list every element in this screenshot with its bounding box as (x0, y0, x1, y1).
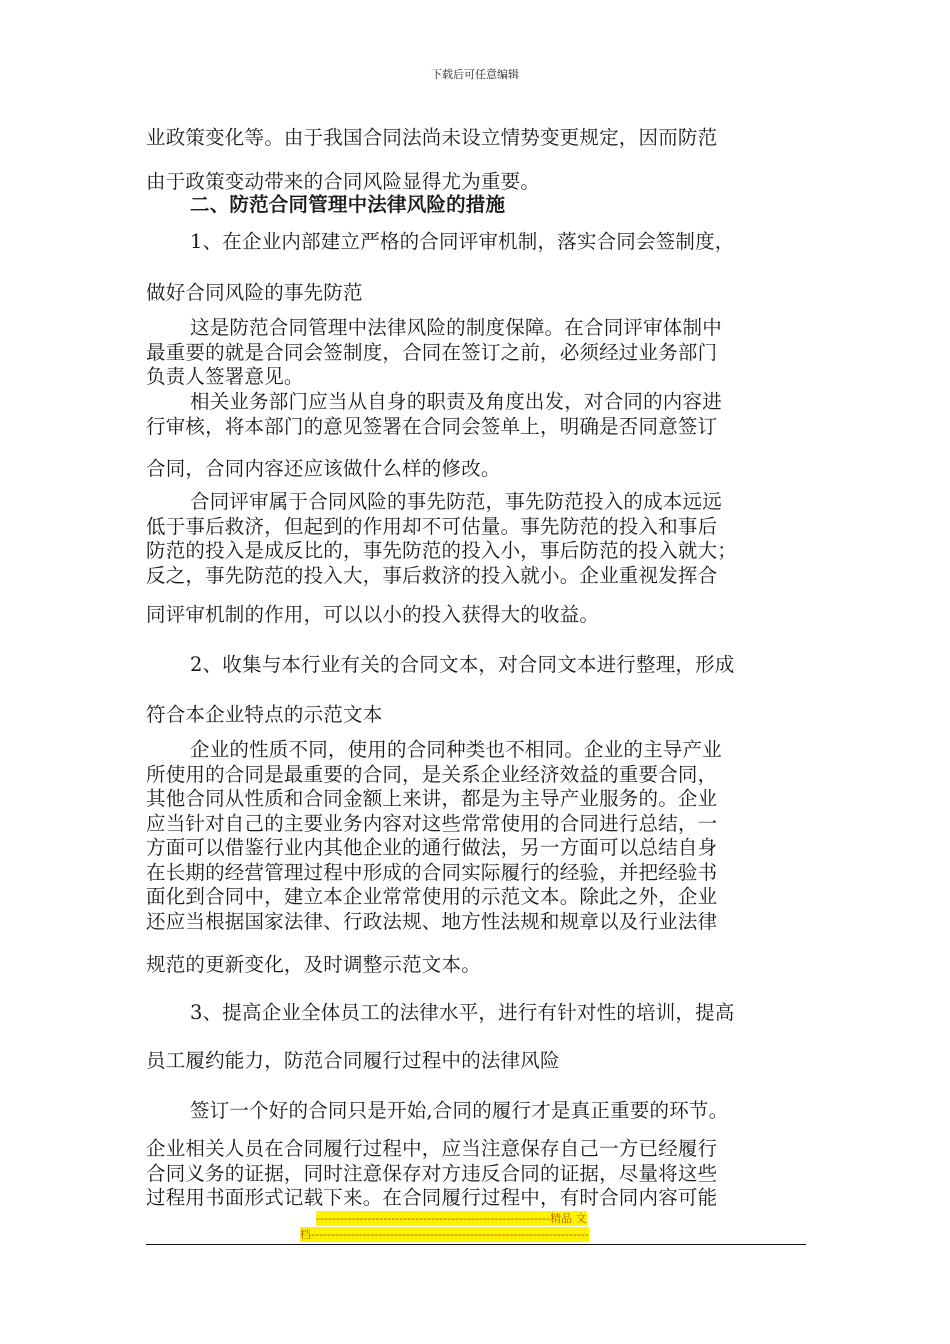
text-line: 行审核，将本部门的意见签署在合同会签单上，明确是否同意签订 (146, 414, 718, 438)
text-line: 面化到合同中，建立本企业常常使用的示范文本。除此之外，企业 (146, 885, 718, 908)
subheading-1-line1: 1、在企业内部建立严格的合同评审机制，落实合同会签制度， (190, 230, 735, 253)
paragraph-3-end: 合同，合同内容还应该做什么样的修改。 (146, 457, 501, 480)
paragraph-4-end: 同评审机制的作用，可以以小的投入获得大的收益。 (146, 603, 600, 626)
subheading-2-line1: 2、收集与本行业有关的合同文本，对合同文本进行整理，形成 (190, 653, 735, 676)
text-line: 最重要的就是合同会签制度，合同在签订之前，必须经过业务部门 (146, 340, 718, 364)
paragraph-3 (146, 390, 806, 439)
paragraph-4 (146, 490, 806, 588)
text-line: 反之，事先防范的投入大，事后救济的投入就小。企业重视发挥合 (146, 563, 718, 587)
text-line: 低于事后救济，但起到的作用却不可估量。事先防范的投入和事后 (146, 514, 718, 538)
footer-rule (146, 1244, 806, 1245)
paragraph-6 (146, 1137, 806, 1211)
text-line: 所使用的合同是最重要的合同，是关系企业经济效益的重要合同， (146, 762, 718, 786)
text-line: 由于政策变动带来的合同风险显得尤为重要。 (146, 170, 541, 193)
paragraph-5 (146, 738, 806, 934)
footer-watermark-line2: 档---------------------------------------------------------------------- (300, 1228, 589, 1241)
footer-watermark-line1: -----------------------------------------------------------精品 文 (316, 1212, 587, 1225)
text-line: 这是防范合同管理中法律风险的制度保障。在合同评审体制中 (190, 316, 722, 339)
paragraph-2 (146, 316, 806, 390)
page-header-note: 下载后可任意编辑 (431, 68, 519, 81)
paragraph-5-end: 规范的更新变化，及时调整示范文本。 (146, 953, 481, 976)
text-line: 防范的投入是成反比的，事先防范的投入小，事后防范的投入就大； (146, 539, 738, 562)
subheading-3-line1: 3、提高企业全体员工的法律水平，进行有针对性的培训，提高 (190, 1001, 735, 1024)
section-heading: 二、防范合同管理中法律风险的措施 (190, 193, 506, 216)
text-line: 业政策变化等。由于我国合同法尚未设立情势变更规定，因而防范 (146, 126, 718, 149)
text-line: 过程用书面形式记载下来。在合同履行过程中，有时合同内容可能 (146, 1186, 718, 1209)
text-line: 其他合同从性质和合同金额上来讲，都是为主导产业服务的。企业 (146, 787, 718, 810)
subheading-3-line2: 员工履约能力，防范合同履行过程中的法律风险 (146, 1049, 560, 1072)
text-line: 负责人签署意见。 (146, 365, 304, 388)
text-line: 相关业务部门应当从自身的职责及角度出发，对合同的内容进 (190, 390, 722, 413)
text-line: 企业相关人员在合同履行过程中，应当注意保存自己一方已经履行 (146, 1137, 718, 1160)
paragraph-6-first: 签订一个好的合同只是开始,合同的履行才是真正重要的环节。 (190, 1099, 729, 1122)
text-line: 应当针对自己的主要业务内容对这些常常使用的合同进行总结，一 (146, 811, 718, 835)
text-line: 企业的性质不同，使用的合同种类也不相同。企业的主导产业 (190, 738, 722, 761)
text-line: 合同评审属于合同风险的事先防范，事先防范投入的成本远远 (190, 490, 722, 513)
subheading-2-line2: 符合本企业特点的示范文本 (146, 703, 383, 726)
text-line: 合同义务的证据，同时注意保存对方违反合同的证据，尽量将这些 (146, 1161, 718, 1185)
text-line: 在长期的经营管理过程中形成的合同实际履行的经验，并把经验书 (146, 860, 718, 884)
text-line: 还应当根据国家法律、行政法规、地方性法规和规章以及行业法律 (146, 909, 718, 933)
subheading-1-line2: 做好合同风险的事先防范 (146, 281, 363, 304)
text-line: 方面可以借鉴行业内其他企业的通行做法，另一方面可以总结自身 (146, 836, 718, 859)
